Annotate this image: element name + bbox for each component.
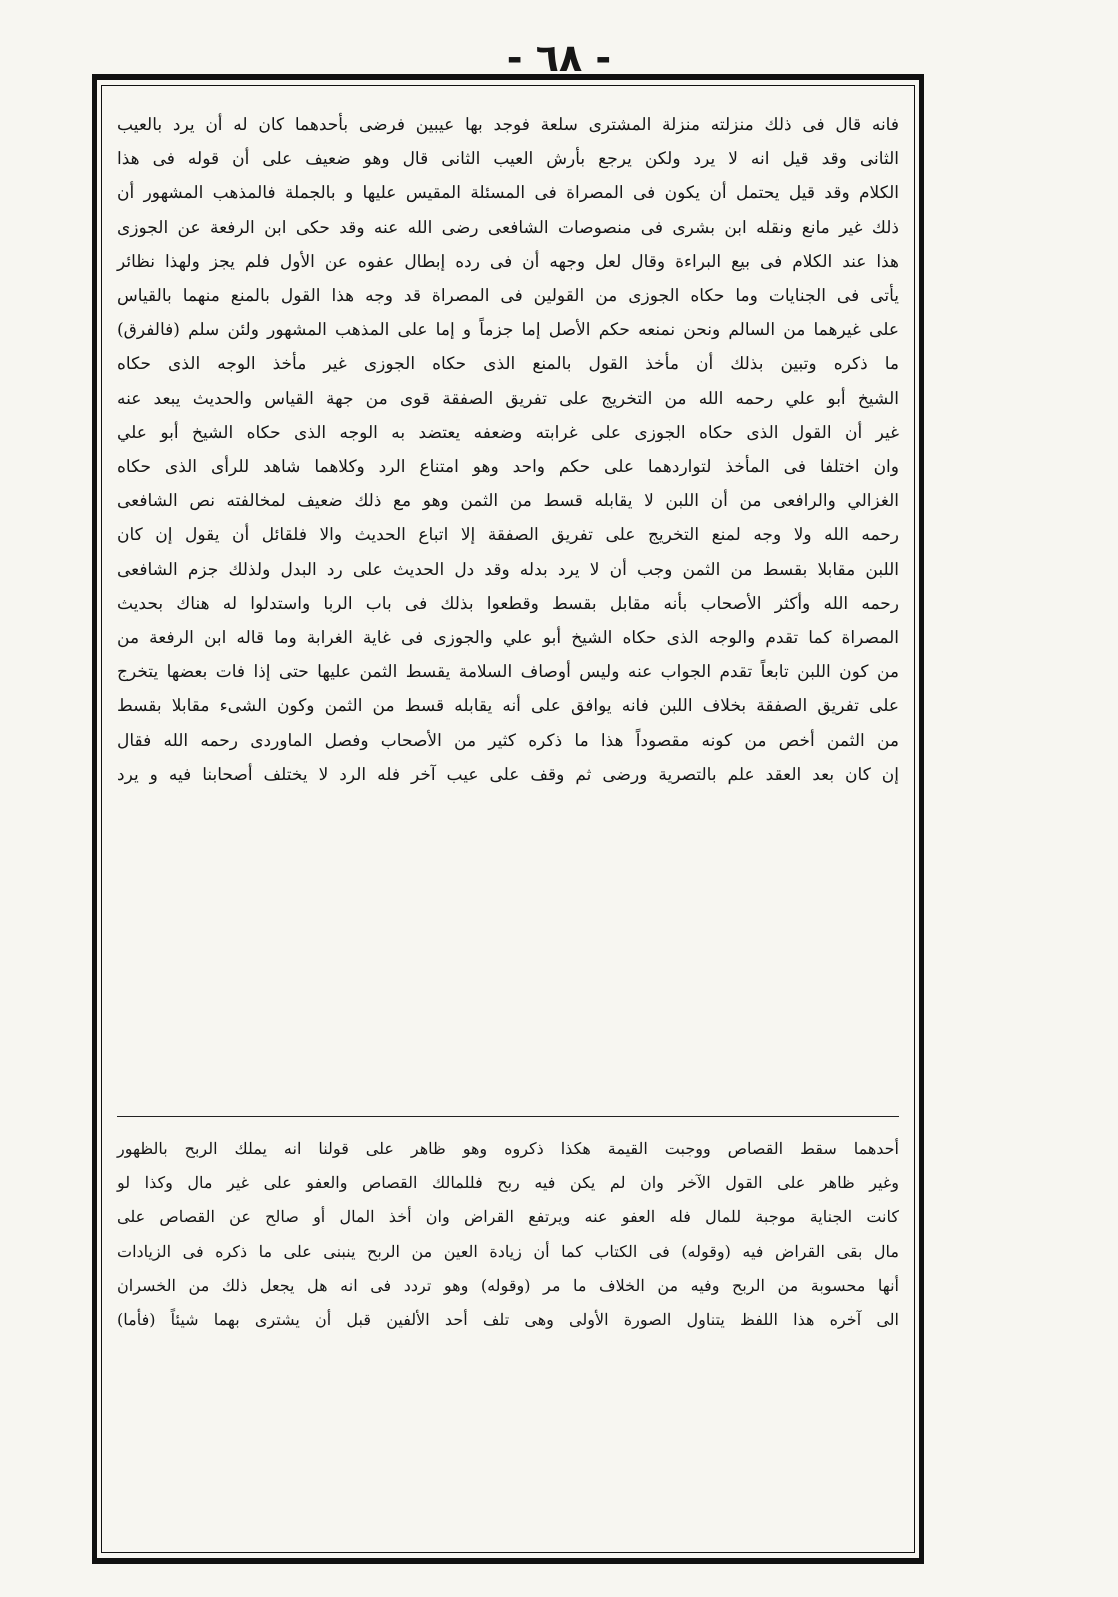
text-line: ما ذكره وتبين بذلك أن مأخذ القول بالمنع الذى حكاه الجوزى غير مأخذ الوجه الذى حكاه	[117, 354, 899, 375]
text-line: الشيخ أبو علي رحمه الله من التخريج على تفريق الصفقة قوى من جهة القياس والحديث يبعد عنه	[117, 388, 899, 409]
text-line: فانه قال فى ذلك منزلته منزلة المشترى سلعة فوجد بها عيبين فرضى بأحدهما كان له أن يرد بالعيب	[117, 115, 899, 135]
text-line: وان اختلفا فى المأخذ لتواردهما على حكم واحد وهو امتناع الرد وكلاهما شاهد للرأى الذى حكاه	[117, 457, 899, 478]
footnote-line: الى آخره هذا اللفظ يتناول الصورة الأولى وهى تلف أحد الألفين قبل أن يشترى بهما شيئاً (فأما)	[117, 1310, 899, 1330]
footnote-line: مال بقى القراض فيه (وقوله) فى الكتاب كما أن زيادة العين من الربح ينبنى على ما ذكره فى الزيادات	[117, 1241, 899, 1261]
text-line: من الثمن أخص من كونه مقصوداً هذا ما ذكره كثير من الأصحاب وفصل الماوردى رحمه الله فقال	[117, 730, 899, 751]
footnote-text	[117, 1132, 899, 1337]
text-line: إن كان بعد العقد علم بالتصرية ورضى ثم وقف على عيب آخر فله الرد لا يختلف أصحابنا فيه و يرد	[117, 764, 899, 785]
text-line: على تفريق الصفقة بخلاف اللبن فانه يوافق على أنه يقابله قسط من الثمن وكون الشىء مقابلا بقسط	[117, 696, 899, 717]
footnote-line: أحدهما سقط القصاص ووجبت القيمة هكذا ذكروه وهو ظاهر على قولنا انه يملك الربح بالظهور	[117, 1139, 899, 1158]
main-text	[117, 108, 899, 792]
text-line: ذلك غير مانع ونقله ابن بشرى فى منصوصات الشافعى رضى الله عنه وقد حكى ابن الرفعة عن الجوزى	[117, 217, 899, 238]
footnote-line: كانت الجناية موجبة للمال فله العفو عنه ويرتفع القراض وان أخذ المال أو صالح عن القصاص على	[117, 1207, 899, 1227]
text-line: يأتى فى الجنايات وما حكاه الجوزى من القولين فى المصراة قد وجه هذا القول بالمنع منهما بالقياس	[117, 286, 899, 307]
text-line: هذا عند الكلام فى بيع البراءة وقال لعل وجهه أن فى رده إبطال عفوه عن الأول فلم يجز ولهذا نظائر	[117, 251, 899, 272]
text-line: الثانى وقد قيل انه لا يرد ولكن يرجع بأرش العيب الثانى قال وهو ضعيف على أن قوله فى هذا	[117, 149, 899, 170]
text-line: على غيرهما من السالم ونحن نمنعه حكم الأصل إما جزماً و إما على المذهب المشهور ولئن سلم (فالفرق)	[117, 320, 899, 341]
text-line: الغزالي والرافعى من أن اللبن لا يقابله قسط من الثمن وهو مع ذلك ضعيف لمخالفته نص الشافعى	[117, 491, 899, 512]
page-frame	[92, 74, 924, 1564]
text-line: المصراة كما تقدم والوجه الذى حكاه الشيخ أبو علي والجوزى فى غاية الغرابة وما قاله ابن الرفعة من	[117, 628, 899, 649]
text-line: اللبن مقابلا بقسط من الثمن وجب أن لا يرد بدله وقد دل الحديث على رد البدل ولذلك جزم الشافعى	[117, 559, 899, 580]
text-line: من كون اللبن تابعاً تقدم الجواب عنه وليس أوصاف السلامة يقسط الثمن عليها حتى إذا فات بعضها يتخرج	[117, 662, 899, 683]
text-line: رحمه الله وأكثر الأصحاب بأنه مقابل بقسط وقطعوا بذلك فى باب الربا واستدلوا له هناك بحديث	[117, 593, 899, 614]
text-line: الكلام وقد قيل يحتمل أن يكون فى المصراة فى المسئلة المقيس عليها و بالجملة فالمذهب المشهور أن	[117, 183, 899, 204]
footnote-line: وغير ظاهر على القول الآخر وان لم يكن فيه ربح فللمالك القصاص والعفو على غير مال وكذا لو	[117, 1173, 899, 1193]
page-number: - ٦٨ -	[506, 36, 612, 80]
text-line: رحمه الله ولا وجه لمنع التخريج على تفريق الصفقة إلا اتباع الحديث والا فلقائل أن يقول إن كان	[117, 525, 899, 546]
footnote-line: أنها محسوبة من الربح وفيه من الخلاف ما مر (وقوله) وهو تردد فى انه هل يجعل ذلك من الخسران	[117, 1275, 899, 1295]
footnote-separator	[117, 1116, 899, 1117]
text-line: غير أن القول الذى حكاه الجوزى على غرابته وضعفه يعتضد به الوجه الذى حكاه الشيخ أبو علي	[117, 422, 899, 443]
